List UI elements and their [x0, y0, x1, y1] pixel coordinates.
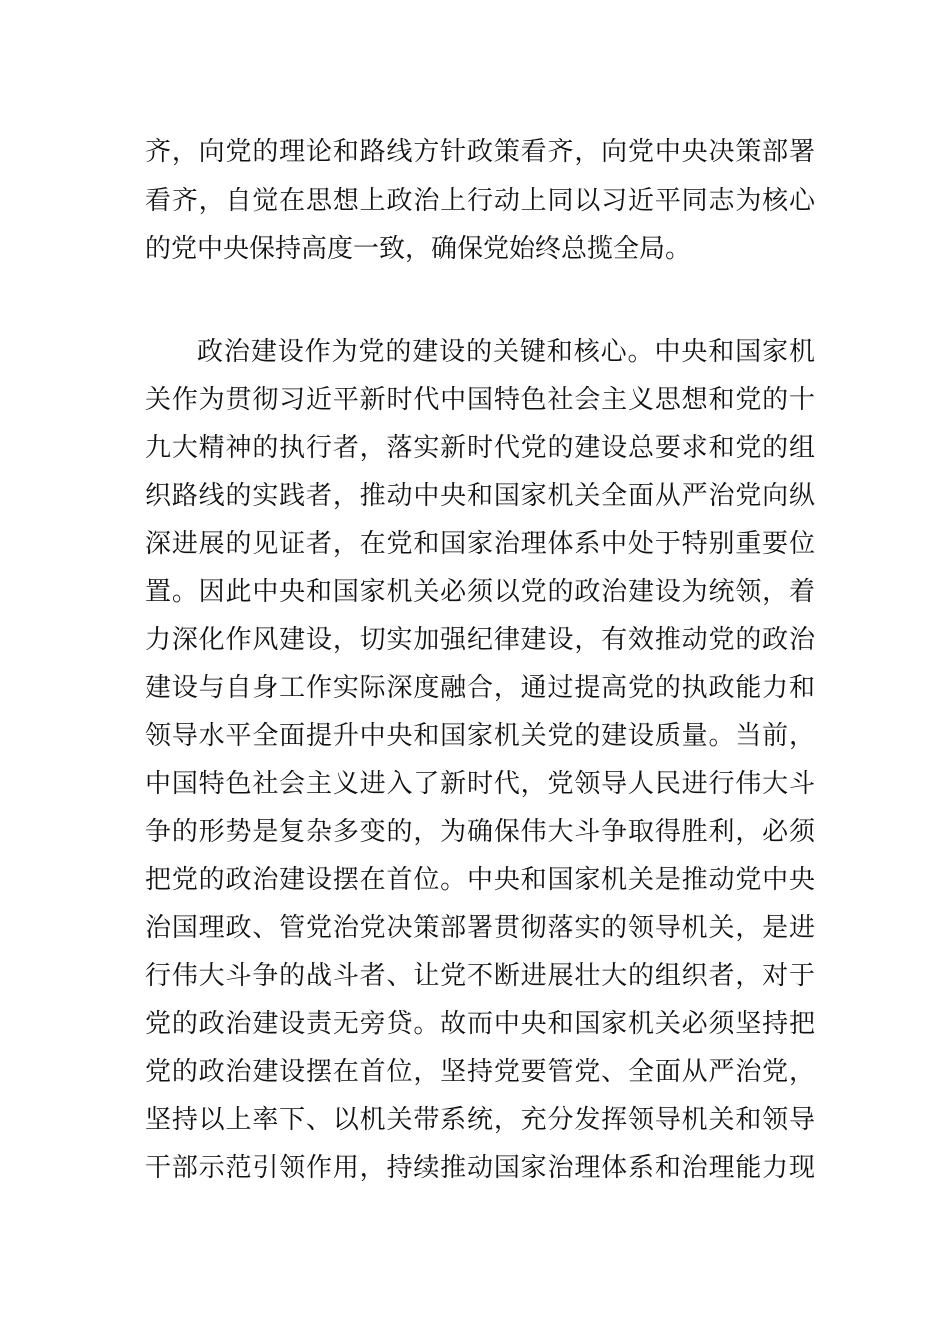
paragraph-line: 政治建设作为党的建设的关键和核心。中央和国家机 [197, 337, 815, 367]
paragraph-line: 织路线的实践者，推动中央和国家机关全面从严治党向纵 [145, 481, 815, 511]
paragraph-line: 建设与自身工作实际深度融合，通过提高党的执政能力和 [145, 673, 815, 703]
paragraph-line: 看齐，自觉在思想上政治上行动上同以习近平同志为核心 [145, 186, 815, 216]
paragraph-line: 治国理政、管党治党决策部署贯彻落实的领导机关，是进 [145, 913, 815, 943]
paragraph-line: 关作为贯彻习近平新时代中国特色社会主义思想和党的十 [145, 385, 815, 415]
paragraph-line: 干部示范引领作用，持续推动国家治理体系和治理能力现 [145, 1153, 815, 1183]
paragraph-line: 置。因此中央和国家机关必须以党的政治建设为统领，着 [145, 577, 815, 607]
paragraph-line: 把党的政治建设摆在首位。中央和国家机关是推动党中央 [145, 865, 815, 895]
paragraph-line: 中国特色社会主义进入了新时代，党领导人民进行伟大斗 [145, 769, 815, 799]
paragraph-line: 的党中央保持高度一致，确保党始终总揽全局。 [145, 234, 692, 264]
paragraph-line: 力深化作风建设，切实加强纪律建设，有效推动党的政治 [145, 625, 815, 655]
paragraph-line: 坚持以上率下、以机关带系统，充分发挥领导机关和领导 [145, 1105, 815, 1135]
paragraph-line: 九大精神的执行者，落实新时代党的建设总要求和党的组 [145, 433, 815, 463]
paragraph-line: 齐，向党的理论和路线方针政策看齐，向党中央决策部署 [145, 137, 815, 167]
paragraph-line: 争的形势是复杂多变的，为确保伟大斗争取得胜利，必须 [145, 817, 815, 847]
paragraph-line: 行伟大斗争的战斗者、让党不断进展壮大的组织者，对于 [145, 961, 815, 991]
paragraph-line: 党的政治建设责无旁贷。故而中央和国家机关必须坚持把 [145, 1009, 815, 1039]
paragraph-line: 党的政治建设摆在首位，坚持党要管党、全面从严治党， [145, 1057, 815, 1087]
paragraph-line: 深进展的见证者，在党和国家治理体系中处于特别重要位 [145, 529, 815, 559]
paragraph-line: 领导水平全面提升中央和国家机关党的建设质量。当前， [145, 721, 815, 751]
